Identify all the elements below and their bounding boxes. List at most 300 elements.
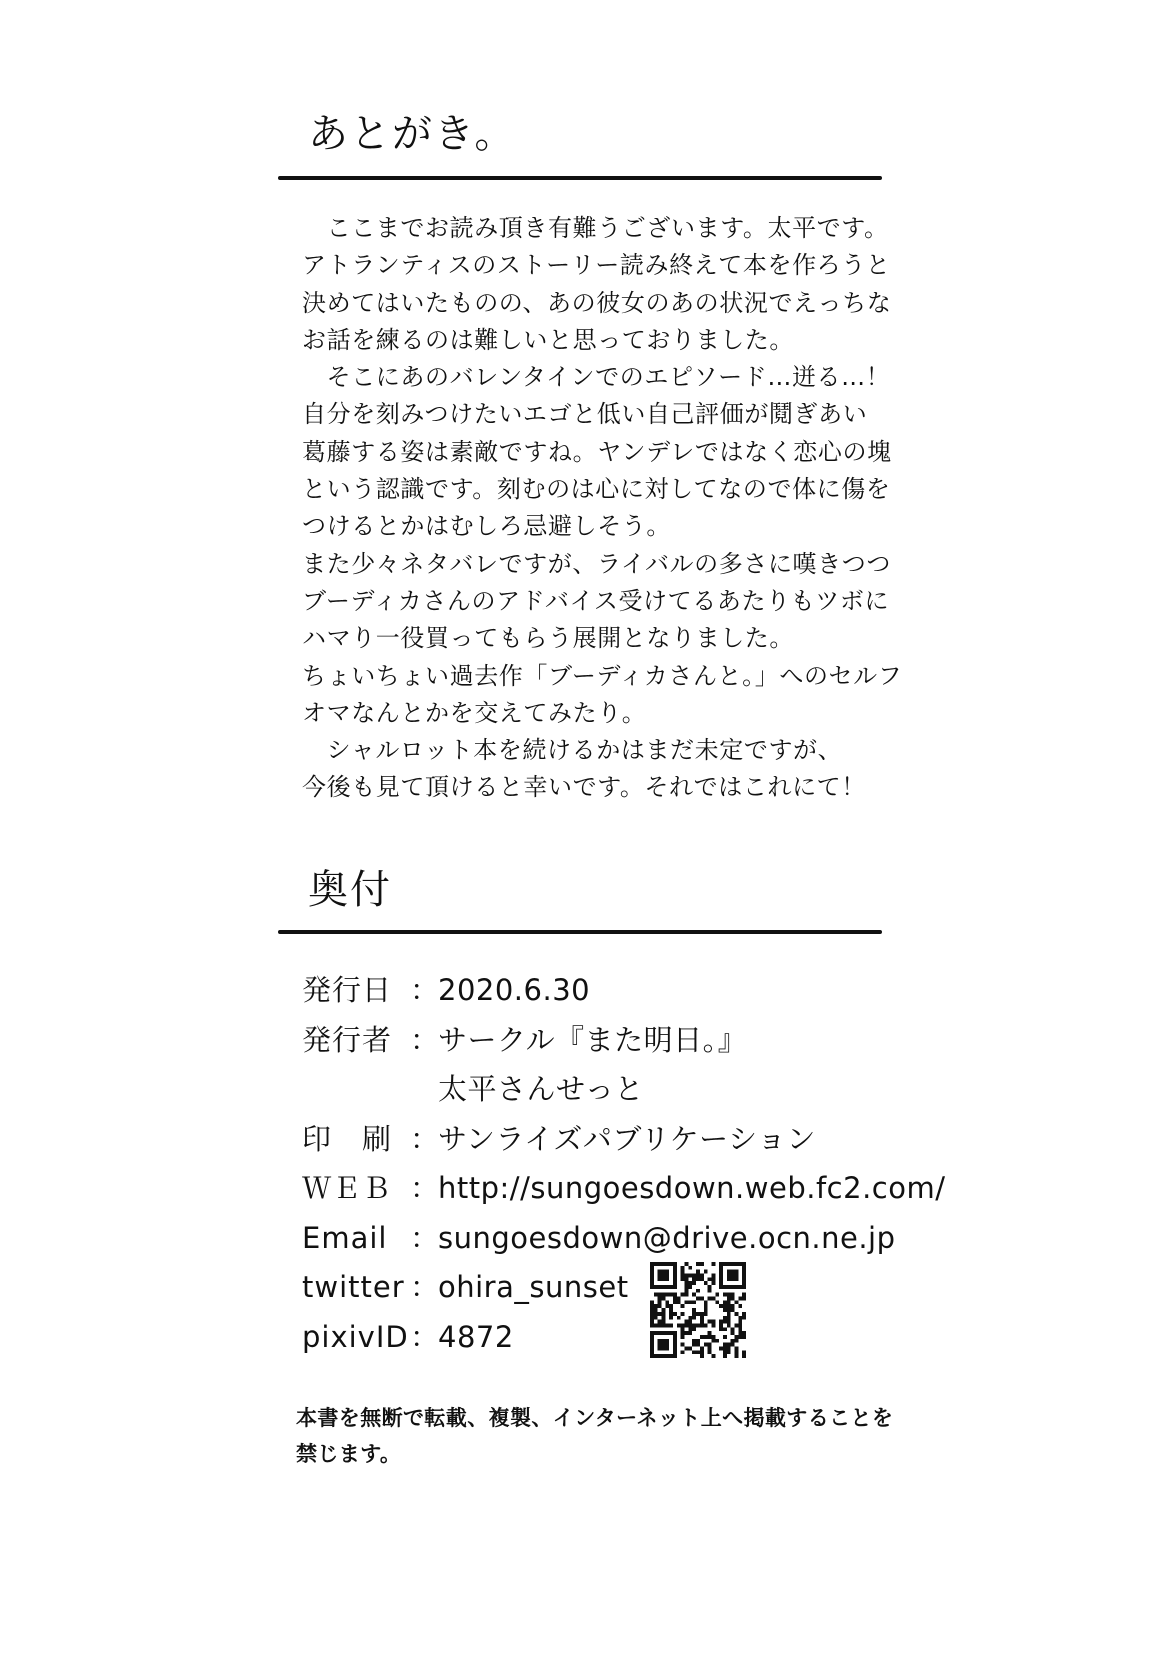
qr-module (650, 1320, 654, 1324)
notice-line: 本書を無断で転載、複製、インターネット上へ掲載することを (296, 1406, 894, 1430)
qr-module (685, 1293, 689, 1297)
qr-module (673, 1262, 677, 1266)
colophon-separator: ： (410, 973, 440, 1007)
qr-module (685, 1277, 689, 1281)
qr-module (742, 1281, 746, 1285)
qr-module (692, 1327, 696, 1331)
qr-module (685, 1262, 689, 1266)
colophon-row-publish-date (302, 966, 946, 1016)
qr-module (719, 1270, 723, 1274)
qr-module (665, 1300, 669, 1304)
colophon-key: pixivID (302, 1319, 409, 1354)
qr-module (673, 1350, 677, 1354)
qr-module (688, 1285, 692, 1289)
colophon-separator: ： (410, 1220, 440, 1255)
qr-module (669, 1331, 673, 1335)
qr-module (650, 1281, 654, 1285)
qr-module (700, 1350, 704, 1354)
qr-module (673, 1300, 677, 1304)
qr-module (650, 1274, 654, 1278)
qr-module (650, 1354, 654, 1358)
qr-module (662, 1331, 666, 1335)
qr-module (742, 1266, 746, 1270)
colophon-value: 太平さんせっと (438, 1072, 644, 1106)
qr-module (700, 1274, 704, 1278)
qr-module (677, 1300, 681, 1304)
afterword-heading: あとがき。 (308, 111, 517, 157)
qr-module (738, 1316, 742, 1320)
qr-module (692, 1281, 696, 1285)
qr-module (715, 1293, 719, 1297)
qr-module (692, 1312, 696, 1316)
qr-module (727, 1262, 731, 1266)
pixiv-id: 4872 (438, 1319, 514, 1354)
afterword-line: お話を練るのは難しいと思っておりました。 (302, 325, 794, 354)
colophon-row-pixiv (302, 1313, 946, 1363)
qr-module (673, 1339, 677, 1343)
qr-module (711, 1277, 715, 1281)
qr-module (665, 1346, 669, 1350)
qr-module (731, 1262, 735, 1266)
qr-module (727, 1304, 731, 1308)
qr-module (723, 1343, 727, 1347)
qr-module (731, 1285, 735, 1289)
qr-module (704, 1335, 708, 1339)
qr-module (681, 1350, 685, 1354)
qr-module (681, 1323, 685, 1327)
qr-module (727, 1297, 731, 1301)
qr-module (708, 1335, 712, 1339)
afterword-line: という認識です。刻むのは心に対してなので体に傷を (302, 475, 891, 504)
qr-module (696, 1270, 700, 1274)
qr-module (711, 1297, 715, 1301)
qr-module (688, 1316, 692, 1320)
qr-module (696, 1350, 700, 1354)
qr-module (742, 1270, 746, 1274)
qr-module (673, 1335, 677, 1339)
qr-module (719, 1277, 723, 1281)
afterword-line: 今後も見て頂けると幸いです。それではこれにて！ (302, 773, 866, 802)
qr-module (650, 1335, 654, 1339)
qr-module (700, 1262, 704, 1266)
afterword-line: 自分を刻みつけたいエゴと低い自己評価が鬩ぎあい (302, 400, 868, 429)
qr-module (719, 1346, 723, 1350)
qr-module (719, 1266, 723, 1270)
qr-module (723, 1350, 727, 1354)
notice-line: 禁じます。 (296, 1442, 402, 1466)
qr-module (723, 1300, 727, 1304)
qr-module (681, 1266, 685, 1270)
qr-module (723, 1308, 727, 1312)
qr-module (673, 1343, 677, 1347)
qr-module (654, 1293, 658, 1297)
qr-module (662, 1320, 666, 1324)
qr-module (665, 1285, 669, 1289)
qr-module (665, 1323, 669, 1327)
qr-module (673, 1285, 677, 1289)
qr-module (654, 1316, 658, 1320)
qr-module (658, 1331, 662, 1335)
qr-module (711, 1274, 715, 1278)
qr-module (734, 1350, 738, 1354)
qr-module (700, 1297, 704, 1301)
qr-module (662, 1262, 666, 1266)
qr-module (658, 1343, 662, 1347)
qr-module (665, 1262, 669, 1266)
qr-module (685, 1285, 689, 1289)
qr-module (700, 1320, 704, 1324)
qr-module (719, 1285, 723, 1289)
qr-module (662, 1339, 666, 1343)
qr-module (673, 1281, 677, 1285)
colophon-key: ＷＥＢ (302, 1171, 393, 1205)
qr-module (650, 1266, 654, 1270)
qr-module (711, 1320, 715, 1324)
colophon-divider (278, 930, 882, 934)
qr-module (692, 1350, 696, 1354)
qr-module (669, 1285, 673, 1289)
qr-module (708, 1331, 712, 1335)
qr-module (681, 1277, 685, 1281)
qr-module (658, 1300, 662, 1304)
colophon-separator: ： (410, 1022, 440, 1057)
qr-module (700, 1312, 704, 1316)
afterword-line: つけるとかはむしろ忌避しそう。 (302, 512, 671, 541)
qr-module (673, 1270, 677, 1274)
qr-module (723, 1316, 727, 1320)
qr-module (681, 1274, 685, 1278)
qr-module (681, 1331, 685, 1335)
qr-module (685, 1300, 689, 1304)
qr-module (662, 1308, 666, 1312)
qr-module (727, 1277, 731, 1281)
qr-module (654, 1308, 658, 1312)
qr-module (673, 1297, 677, 1301)
qr-module (738, 1323, 742, 1327)
qr-module (650, 1300, 654, 1304)
colophon-separator: ： (410, 1270, 440, 1304)
qr-module (692, 1339, 696, 1343)
qr-module (700, 1335, 704, 1339)
qr-module (677, 1297, 681, 1301)
qr-module (719, 1304, 723, 1308)
afterword-line: また少々ネタバレですが、ライバルの多さに嘆きつつ (302, 549, 891, 578)
qr-module (738, 1262, 742, 1266)
qr-module (719, 1281, 723, 1285)
qr-module (685, 1281, 689, 1285)
qr-module (696, 1343, 700, 1347)
qr-module (704, 1281, 708, 1285)
qr-module (727, 1346, 731, 1350)
qr-module (700, 1277, 704, 1281)
qr-module (669, 1293, 673, 1297)
qr-module (696, 1277, 700, 1281)
qr-module (688, 1274, 692, 1278)
afterword-line: 決めてはいたものの、あの彼女のあの状況でえっちな (302, 288, 892, 317)
qr-module (681, 1304, 685, 1308)
qr-module (650, 1277, 654, 1281)
qr-module (734, 1285, 738, 1289)
qr-module (688, 1323, 692, 1327)
qr-module (719, 1274, 723, 1278)
afterword-line: ここまでお読み頂き有難うございます。太平です。 (302, 214, 889, 242)
qr-module (658, 1270, 662, 1274)
qr-module (742, 1285, 746, 1289)
qr-module (650, 1323, 654, 1327)
qr-module (662, 1274, 666, 1278)
qr-module (692, 1300, 696, 1304)
qr-module (711, 1354, 715, 1358)
qr-module (677, 1316, 681, 1320)
qr-module (658, 1339, 662, 1343)
qr-module (727, 1323, 731, 1327)
email-link[interactable]: sungoesdown@drive.ocn.ne.jp (438, 1220, 896, 1255)
qr-module (723, 1262, 727, 1266)
qr-module (685, 1274, 689, 1278)
qr-module (662, 1277, 666, 1281)
qr-module (731, 1270, 735, 1274)
afterword-body (302, 210, 902, 807)
qr-module (723, 1320, 727, 1324)
qr-module (662, 1270, 666, 1274)
qr-module (708, 1285, 712, 1289)
qr-module (731, 1339, 735, 1343)
qr-module (738, 1304, 742, 1308)
qr-module (681, 1343, 685, 1347)
web-link[interactable]: http://sungoesdown.web.fc2.com/ (438, 1171, 946, 1205)
colophon-key: 発行者 (302, 1022, 393, 1057)
qr-module (723, 1327, 727, 1331)
qr-module (742, 1277, 746, 1281)
qr-module (708, 1289, 712, 1293)
qr-module (727, 1320, 731, 1324)
qr-module (669, 1323, 673, 1327)
qr-module (711, 1262, 715, 1266)
qr-module (734, 1312, 738, 1316)
qr-module (662, 1293, 666, 1297)
qr-module (654, 1323, 658, 1327)
qr-module (704, 1300, 708, 1304)
qr-module (665, 1331, 669, 1335)
qr-module (669, 1316, 673, 1320)
qr-module (673, 1331, 677, 1335)
colophon-key: Email (302, 1220, 388, 1255)
qr-module (662, 1343, 666, 1347)
qr-module (731, 1277, 735, 1281)
qr-module (650, 1270, 654, 1274)
qr-module (658, 1304, 662, 1308)
qr-module (665, 1293, 669, 1297)
qr-module (658, 1262, 662, 1266)
qr-module (742, 1274, 746, 1278)
colophon-value: 2020.6.30 (438, 973, 591, 1007)
colophon-row-web (302, 1164, 946, 1214)
afterword-line: シャルロット本を続けるかはまだ未定ですが、 (302, 736, 843, 765)
colophon-separator (410, 1065, 438, 1115)
colophon-separator: ： (410, 1121, 440, 1156)
qr-module (654, 1262, 658, 1266)
qr-module (692, 1274, 696, 1278)
qr-module (734, 1354, 738, 1358)
qr-module (734, 1339, 738, 1343)
qr-module (704, 1270, 708, 1274)
qr-module (696, 1289, 700, 1293)
qr-module (685, 1346, 689, 1350)
qr-module (727, 1350, 731, 1354)
colophon-row-printer (302, 1115, 946, 1165)
qr-module (654, 1354, 658, 1358)
qr-module (727, 1270, 731, 1274)
qr-module (692, 1316, 696, 1320)
qr-module (731, 1293, 735, 1297)
qr-module (704, 1308, 708, 1312)
qr-module (734, 1270, 738, 1274)
qr-module (681, 1327, 685, 1331)
qr-module (658, 1297, 662, 1301)
colophon-key: twitter (302, 1270, 405, 1304)
qr-module (692, 1293, 696, 1297)
qr-module (711, 1281, 715, 1285)
qr-module (665, 1274, 669, 1278)
colophon-value: サークル『また明日。』 (438, 1022, 748, 1057)
qr-module (715, 1339, 719, 1343)
qr-module (662, 1297, 666, 1301)
qr-module (658, 1312, 662, 1316)
qr-module (696, 1262, 700, 1266)
qr-module (738, 1335, 742, 1339)
afterword-line: ブーディカさんのアドバイス受けてるあたりもツボに (302, 586, 890, 615)
qr-module (731, 1304, 735, 1308)
qr-module (662, 1323, 666, 1327)
qr-module (711, 1335, 715, 1339)
qr-module (654, 1312, 658, 1316)
copyright-notice (296, 1400, 896, 1472)
qr-module (692, 1323, 696, 1327)
qr-module (665, 1304, 669, 1308)
qr-module (727, 1308, 731, 1312)
qr-module (665, 1270, 669, 1274)
qr-module (654, 1304, 658, 1308)
qr-module (742, 1350, 746, 1354)
qr-module (738, 1327, 742, 1331)
qr-module (658, 1285, 662, 1289)
qr-module (704, 1343, 708, 1347)
qr-module (731, 1274, 735, 1278)
qr-module (677, 1323, 681, 1327)
qr-module (665, 1339, 669, 1343)
qr-module (742, 1354, 746, 1358)
qr-module (731, 1297, 735, 1301)
qr-module (673, 1312, 677, 1316)
qr-module (685, 1323, 689, 1327)
qr-module (727, 1316, 731, 1320)
qr-module (738, 1320, 742, 1324)
qr-module (731, 1308, 735, 1312)
qr-module (650, 1339, 654, 1343)
qr-module (742, 1335, 746, 1339)
qr-module (673, 1293, 677, 1297)
qr-module (734, 1277, 738, 1281)
qr-module (742, 1262, 746, 1266)
qr-module (688, 1266, 692, 1270)
afterword-line: オマなんとかを交えてみたり。 (302, 698, 647, 727)
qr-module (727, 1274, 731, 1278)
qr-module (731, 1327, 735, 1331)
twitter-handle: ohira_sunset (438, 1270, 629, 1304)
qr-module (727, 1312, 731, 1316)
qr-module (692, 1308, 696, 1312)
qr-module (715, 1300, 719, 1304)
qr-module (669, 1354, 673, 1358)
qr-module (719, 1320, 723, 1324)
qr-module (727, 1343, 731, 1347)
qr-module (673, 1274, 677, 1278)
qr-module (708, 1320, 712, 1324)
qr-module (700, 1316, 704, 1320)
colophon-key: 発行日 (302, 973, 393, 1007)
qr-module (650, 1350, 654, 1354)
qr-module (692, 1343, 696, 1347)
qr-module (665, 1277, 669, 1281)
qr-module (719, 1327, 723, 1331)
qr-module (723, 1354, 727, 1358)
qr-module (731, 1343, 735, 1347)
qr-module (723, 1304, 727, 1308)
qr-module (704, 1323, 708, 1327)
colophon-key: 印 刷 (302, 1121, 393, 1156)
qr-module (704, 1304, 708, 1308)
qr-module (738, 1297, 742, 1301)
qr-module (688, 1300, 692, 1304)
qr-module (673, 1266, 677, 1270)
qr-module (681, 1293, 685, 1297)
qr-module (650, 1285, 654, 1289)
qr-module (742, 1312, 746, 1316)
qr-module (688, 1331, 692, 1335)
qr-module (650, 1346, 654, 1350)
qr-module (723, 1285, 727, 1289)
qr-module (669, 1304, 673, 1308)
afterword-divider (278, 176, 882, 180)
qr-module (727, 1300, 731, 1304)
qr-module (669, 1262, 673, 1266)
qr-module (708, 1350, 712, 1354)
qr-module (696, 1339, 700, 1343)
qr-module (673, 1277, 677, 1281)
qr-module (708, 1346, 712, 1350)
qr-module (681, 1270, 685, 1274)
qr-module (685, 1289, 689, 1293)
qr-module (742, 1293, 746, 1297)
colophon-row-publisher-cont (302, 1065, 946, 1115)
qr-module (696, 1274, 700, 1278)
qr-module (662, 1354, 666, 1358)
qr-module (723, 1335, 727, 1339)
colophon-heading: 奥付 (308, 867, 392, 913)
qr-module (658, 1277, 662, 1281)
qr-module (685, 1331, 689, 1335)
afterword-line: 葛藤する姿は素敵ですね。ヤンデレではなく恋心の塊 (302, 437, 892, 466)
colophon-row-publisher (302, 1016, 946, 1066)
qr-module (708, 1277, 712, 1281)
qr-module (650, 1343, 654, 1347)
qr-module (669, 1308, 673, 1312)
qr-module (742, 1331, 746, 1335)
qr-module (662, 1346, 666, 1350)
qr-module (681, 1312, 685, 1316)
qr-module (696, 1323, 700, 1327)
qr-module (700, 1346, 704, 1350)
